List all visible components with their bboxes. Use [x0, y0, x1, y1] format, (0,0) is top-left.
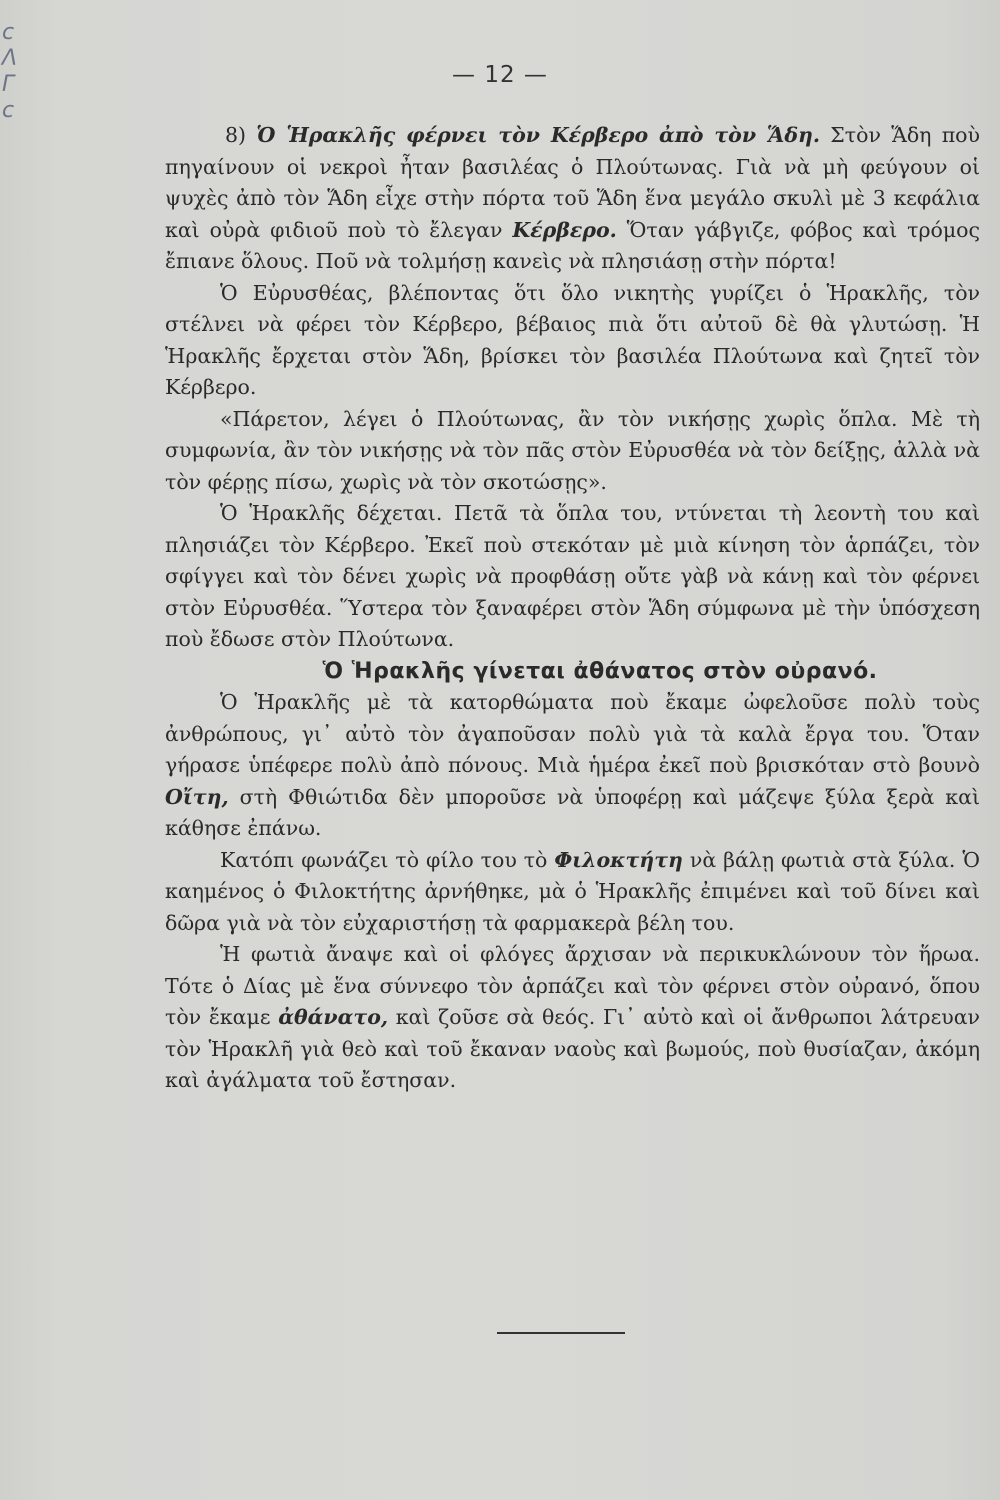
paragraph: «Πάρετον, λέγει ὁ Πλούτωνας, ἂν τὸν νικήσῃς χωρὶς ὅπλα. Μὲ τὴ συμφωνία, ἂν τὸν νικήσῃς νὰ τὸν πᾶς στὸν Εὐρυσθέα νὰ τὸν δείξῃς, ἀλλὰ νὰ τὸν φέρῃς πίσω, χωρὶς νὰ τὸν σκοτώσῃς». — [165, 406, 980, 494]
page-number: — 12 — — [452, 62, 548, 88]
paragraph-text: Ἡ φωτιὰ ἄναψε καὶ οἱ φλόγες ἄρχισαν νὰ περικυκλώνουν τὸν ἥρωα. Τότε ὁ Δίας μὲ ἕνα σύννεφο τὸν ἁρπάζει καὶ τὸν φέρνει στὸν οὐρανό, ὅπου τὸν ἔκαμε — [165, 942, 980, 1029]
paragraph-text: Ὁ Ἡρακλῆς μὲ τὰ κατορθώματα ποὺ ἔκαμε ὠφελοῦσε πολὺ τοὺς ἀνθρώπους, γι᾿ αὐτὸ τὸν ἀγαποῦσαν πολὺ γιὰ τὰ καλὰ ἔργα του. Ὅταν γήρασε ὑπέφερε πολὺ ἀπὸ πόνους. Μιὰ ἡμέρα ἐκεῖ ποὺ βρισκόταν στὸ βουνὸ — [165, 690, 980, 777]
section-kerveros — [165, 120, 980, 656]
section-athanatos — [165, 687, 980, 1097]
emphasis-filoktitis: Φιλοκτήτη — [554, 847, 683, 872]
paragraph-text: Κατόπι φωνάζει τὸ φίλο του τὸ — [220, 847, 555, 872]
page-body — [165, 120, 980, 1097]
emphasis-oiti: Οἴτη, — [165, 784, 229, 809]
paragraph-text: νὰ βάλῃ φωτιὰ στὰ ξύλα. Ὁ καημένος ὁ Φιλοκτήτης ἀρνήθηκε, μὰ ὁ Ἡρακλῆς ἐπιμένει καὶ τοῦ δίνει καὶ δῶρα γιὰ νὰ τὸν εὐχαριστήσῃ τὰ φαρμακερὰ βέλη του. — [165, 847, 980, 935]
paragraph-text: Στὸν Ἅδη ποὺ πηγαίνουν οἱ νεκροὶ ἦταν βασιλέας ὁ Πλούτωνας. Γιὰ νὰ μὴ φεύγουν οἱ ψυχὲς ἀπὸ τὸν Ἅδη εἶχε στὴν πόρτα τοῦ Ἅδη ἕνα μεγάλο σκυλὶ μὲ 3 κεφάλια καὶ οὐρὰ φιδιοῦ ποὺ τὸ ἔλεγαν — [165, 123, 980, 242]
paragraph — [165, 845, 980, 940]
paragraph — [165, 687, 980, 845]
margin-mark: c — [2, 98, 15, 123]
paragraph-text: Ὅταν γάβγιζε, φόβος καὶ τρόμος ἔπιανε ὅλους. Ποῦ νὰ τολμήσῃ κανεὶς νὰ πλησιάσῃ στὴν πόρτα! — [165, 217, 981, 273]
paragraph — [165, 939, 980, 1097]
emphasis-athanato: ἀθάνατο, — [278, 1005, 389, 1029]
paragraph-text: καὶ ζοῦσε σὰ θεός. Γι᾿ αὐτὸ καὶ οἱ ἄνθρωποι λάτρευαν τὸν Ἡρακλῆ γιὰ θεὸ καὶ τοῦ ἔκαναν ναοὺς καὶ βωμούς, ποὺ θυσίαζαν, ἀκόμη καὶ ἀγάλματα τοῦ ἔστησαν. — [165, 1005, 980, 1092]
section-heading: Ὁ Ἡρακλῆς γίνεται ἀθάνατος στὸν οὐρανό. — [322, 658, 878, 684]
margin-mark: Γ — [2, 72, 15, 97]
end-rule — [497, 1332, 625, 1334]
paragraph: Ὁ Εὐρυσθέας, βλέποντας ὅτι ὅλο νικητὴς γυρίζει ὁ Ἡρακλῆς, τὸν στέλνει νὰ φέρει τὸν Κέρβερο, βέβαιος πιὰ ὅτι αὐτοῦ δὲ θὰ γλυτώσῃ. Ἡ Ἡρακλῆς ἔρχεται στὸν Ἅδη, βρίσκει τὸν βασιλέα Πλούτωνα καὶ ζητεῖ τὸν Κέρβερο. — [165, 280, 980, 399]
section-title: Ὁ Ἡρακλῆς φέρνει τὸν Κέρβερο ἀπὸ τὸν Ἅδη. — [256, 123, 821, 147]
paragraph-text: στὴ Φθιώτιδα δὲν μποροῦσε νὰ ὑποφέρῃ καὶ μάζεψε ξύλα ξερὰ καὶ κάθησε ἐπάνω. — [165, 784, 980, 840]
margin-mark: c — [2, 20, 15, 45]
section-number: 8) — [225, 123, 257, 147]
emphasis-kerveros: Κέρβερο. — [512, 217, 617, 242]
paragraph: Ὁ Ἡρακλῆς δέχεται. Πετᾶ τὰ ὅπλα του, ντύνεται τὴ λεοντὴ του καὶ πλησιάζει τὸν Κέρβερο. Ἐκεῖ ποὺ στεκόταν μὲ μιὰ κίνηση τὸν ἁρπάζει, τὸν σφίγγει καὶ τὸν δένει χωρὶς νὰ προφθάσῃ οὔτε γὰβ νὰ κάνῃ καὶ τὸν φέρνει στὸν Εὐρυσθέα. Ὕστερα τὸν ξαναφέρει στὸν Ἅδη σύμφωνα μὲ τὴν ὑπόσχεση ποὺ ἔδωσε στὸν Πλούτωνα. — [165, 501, 980, 651]
paragraph — [165, 120, 980, 278]
margin-mark: Λ — [2, 46, 18, 71]
